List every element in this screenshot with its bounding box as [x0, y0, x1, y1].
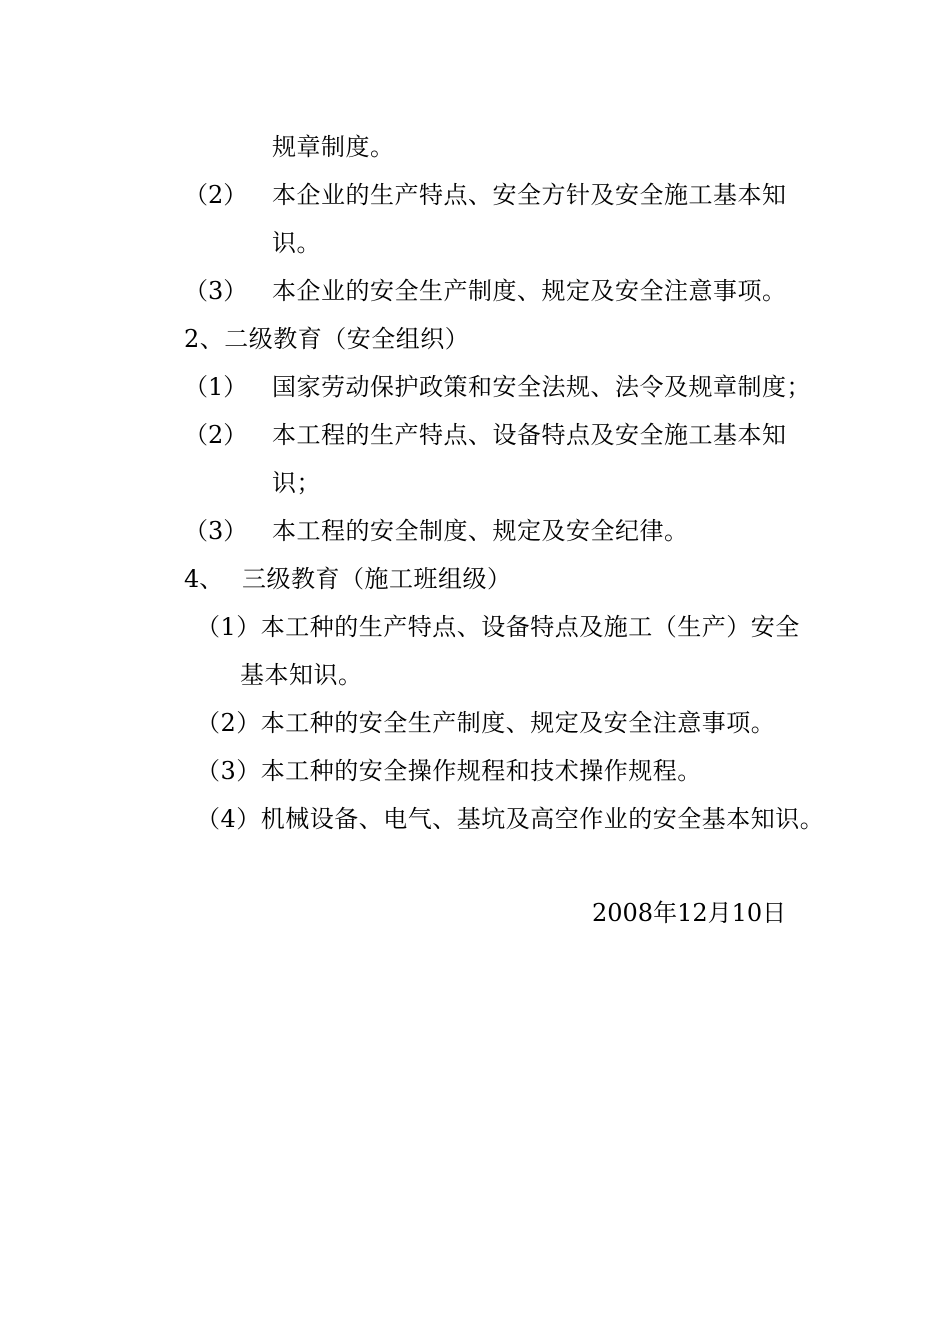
text-line: 识； [272, 469, 321, 497]
item-number: （3） [184, 277, 248, 305]
item-number: （2） [184, 181, 248, 209]
text-line: 本工程的安全制度、规定及安全纪律。 [272, 517, 689, 545]
document-date: 2008年12月10日 [592, 899, 787, 927]
section-number: 4、 [184, 565, 224, 593]
section-heading: 三级教育（施工班组级） [242, 565, 512, 593]
text-line: （3）本工种的安全操作规程和技术操作规程。 [196, 757, 702, 785]
text-line: 识。 [272, 229, 321, 257]
text-line: （1）本工种的生产特点、设备特点及施工（生产）安全 [196, 613, 800, 641]
text-line: 本工程的生产特点、设备特点及安全施工基本知 [272, 421, 787, 449]
text-line: 国家劳动保护政策和安全法规、法令及规章制度； [272, 373, 811, 401]
text-line: 本企业的安全生产制度、规定及安全注意事项。 [272, 277, 787, 305]
text-line: 本企业的生产特点、安全方针及安全施工基本知 [272, 181, 787, 209]
text-line: 基本知识。 [240, 661, 363, 689]
item-number: （2） [184, 421, 248, 449]
text-line: （4）机械设备、电气、基坑及高空作业的安全基本知识。 [196, 805, 825, 833]
text-line: （2）本工种的安全生产制度、规定及安全注意事项。 [196, 709, 776, 737]
item-number: （3） [184, 517, 248, 545]
section-heading: 2、二级教育（安全组织） [184, 325, 470, 353]
item-number: （1） [184, 373, 248, 401]
text-line: 规章制度。 [272, 133, 395, 161]
